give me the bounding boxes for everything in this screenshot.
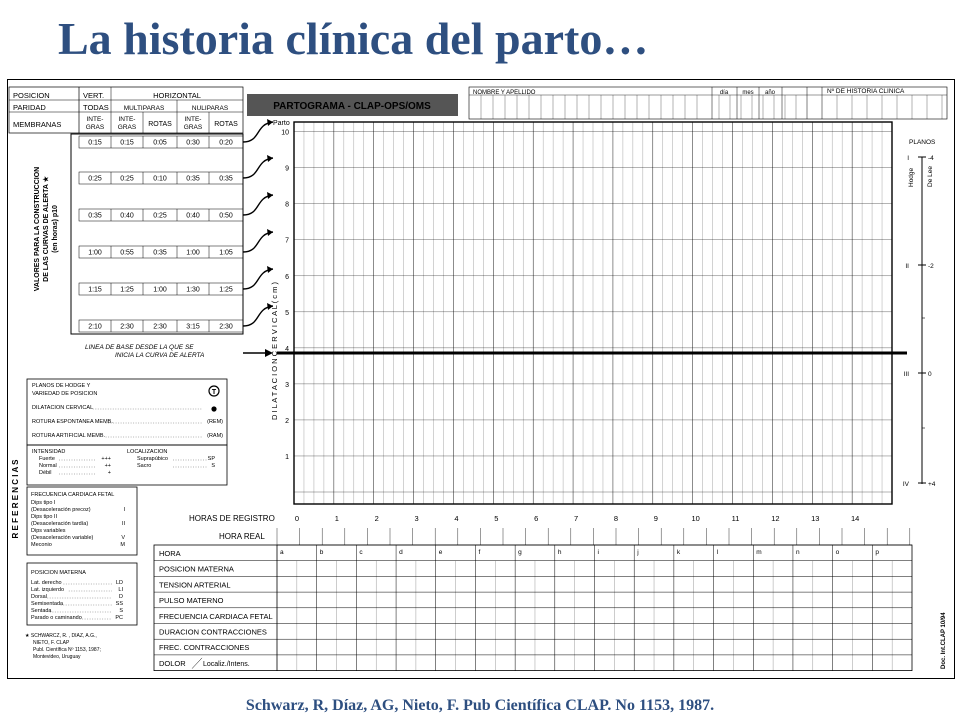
slide-title: La historia clínica del parto… xyxy=(58,13,649,64)
vitals-col-letter: l xyxy=(716,549,719,556)
ref-symbol-label: VARIEDAD DE POSICION xyxy=(32,391,98,397)
y-tick-label: 5 xyxy=(285,309,289,317)
pos-materna-code: SS xyxy=(115,601,123,607)
planos-roman: IV xyxy=(902,481,909,488)
membrane-col-label: INTE- xyxy=(118,116,136,123)
vitals-row-label: FRECUENCIA CARDIACA FETAL xyxy=(159,611,273,621)
hora-real-label: HORA REAL xyxy=(219,532,265,541)
intensidad-title: INTENSIDAD xyxy=(32,449,66,455)
membrane-col-label: INTE- xyxy=(86,116,104,123)
alert-value: 0:15 xyxy=(120,139,134,147)
vitals-col-letter: n xyxy=(795,549,800,556)
footnote-line: ★ SCHWARCZ, R. , DIAZ, A.G., xyxy=(25,633,97,639)
membrane-col-label: INTE- xyxy=(184,116,202,123)
alert-value: 0:35 xyxy=(88,212,102,220)
y-tick-label: 4 xyxy=(285,345,289,353)
x-tick-label: 2 xyxy=(374,514,379,523)
alert-value: 2:30 xyxy=(219,323,233,331)
vitals-row-label: FREC. CONTRACCIONES xyxy=(159,643,250,653)
alert-value: 0:25 xyxy=(153,212,167,220)
citation: Schwarz, R, Díaz, AG, Nieto, F. Pub Científica CLAP. No 1153, 1987. xyxy=(245,697,715,714)
footnote-line: Publ. Científica Nº 1153, 1987; xyxy=(33,647,101,653)
vitals-col-letter: g xyxy=(518,549,522,556)
vitals-col-letter: j xyxy=(637,549,639,556)
alert-value: 1:00 xyxy=(88,249,102,257)
pos-materna-code: LD xyxy=(115,580,123,586)
localizacion-code: S xyxy=(211,463,215,469)
col-label-todas: TODAS xyxy=(83,103,109,112)
alert-value: 0:30 xyxy=(186,139,200,147)
delee-label: De Lee xyxy=(927,166,934,187)
alert-value: 1:25 xyxy=(219,286,233,294)
alert-value: 0:10 xyxy=(153,175,167,183)
col-label-multiparas: MULTIPARAS xyxy=(123,105,165,112)
x-tick-label: 13 xyxy=(811,514,820,523)
vitals-row-label: DURACION CONTRACCIONES xyxy=(159,627,267,637)
row-label-paridad: PARIDAD xyxy=(13,103,46,112)
vitals-col-letter: m xyxy=(756,549,762,556)
parto-label: Parto xyxy=(273,120,290,127)
ref-symbol-label: ROTURA ARTIFICIAL MEMB. xyxy=(32,433,106,439)
alert-value: 1:25 xyxy=(120,286,134,294)
vitals-row-label: HORA xyxy=(159,549,181,558)
intensidad-item: Débil xyxy=(39,470,52,476)
alert-side-label: DE LAS CURVAS DE ALERTA ★ xyxy=(43,176,50,282)
col-label-horizontal: HORIZONTAL xyxy=(153,91,201,100)
planos-value: +4 xyxy=(928,481,936,488)
fcf-item: (Desaceleración variable) xyxy=(31,535,94,541)
intensidad-item: Normal xyxy=(39,463,57,469)
row-label-posicion: POSICION xyxy=(13,91,50,100)
field-label-mes: mes xyxy=(742,90,754,96)
fcf-code: I xyxy=(123,507,125,513)
vitals-col-letter: d xyxy=(399,549,403,556)
footnote-line: Montevideo, Uruguay xyxy=(33,654,81,660)
intensidad-item: Fuerte xyxy=(39,456,55,462)
vitals-col-letter: o xyxy=(835,549,840,556)
vitals-col-letter: h xyxy=(557,549,562,556)
alert-value: 2:30 xyxy=(153,323,167,331)
membrane-col-label: GRAS xyxy=(183,124,203,131)
planos-value: -2 xyxy=(928,263,934,270)
alert-value: 0:35 xyxy=(153,249,167,257)
y-tick-label: 9 xyxy=(285,165,289,173)
x-tick-label: 3 xyxy=(414,514,419,523)
x-tick-label: 8 xyxy=(613,514,619,523)
membrane-col-label: ROTAS xyxy=(214,121,238,128)
planos-value: -4 xyxy=(928,155,934,162)
vitals-row-label: POSICION MATERNA xyxy=(159,564,234,574)
alert-side-label: (en horas) p10 xyxy=(52,205,59,253)
alert-side-label: VALORES PARA LA CONSTRUCCION xyxy=(34,166,41,292)
alert-value: 0:55 xyxy=(120,249,134,257)
vitals-col-letter: e xyxy=(438,549,443,556)
ref-symbol-code: (REM) xyxy=(207,419,223,425)
dolor-sub-label: Localiz./Intens. xyxy=(203,660,250,668)
x-tick-label: 9 xyxy=(653,514,658,523)
x-tick-label: 14 xyxy=(850,514,860,523)
y-axis-label: D I L A T A C I O N C E R V I C A L ( c m ) xyxy=(270,282,279,420)
pos-materna-item: Semisentada xyxy=(31,601,64,607)
x-tick-label: 7 xyxy=(573,514,579,523)
partograma-form xyxy=(7,79,955,679)
ref-symbol-label: PLANOS DE HODGE Y xyxy=(32,383,91,389)
pos-materna-item: Dorsal xyxy=(31,594,47,600)
alert-value: 0:40 xyxy=(120,212,134,220)
dilatation-dot-icon xyxy=(211,406,216,411)
footnote-line: NIETO, F. CLAP xyxy=(33,640,70,646)
membrane-col-label: ROTAS xyxy=(148,121,172,128)
fcf-code: V xyxy=(121,535,125,541)
fcf-code: II xyxy=(121,521,125,527)
fcf-item: Dips tipo I xyxy=(31,500,56,506)
ref-symbol-label: DILATACION CERVICAL xyxy=(32,405,94,411)
row-label-membranas: MEMBRANAS xyxy=(13,120,62,129)
field-label-dia: día xyxy=(719,90,729,96)
x-tick-label: 4 xyxy=(454,514,459,523)
alert-value: 0:25 xyxy=(88,175,102,183)
alert-value: 0:15 xyxy=(88,139,102,147)
vitals-row-label: TENSION ARTERIAL xyxy=(159,580,231,590)
horas-registro-label: HORAS DE REGISTRO xyxy=(189,514,275,523)
pos-materna-item: Parado o caminando xyxy=(31,615,82,621)
vitals-col-letter: f xyxy=(478,549,481,556)
localizacion-item: Suprapúbico xyxy=(137,456,168,462)
membrane-col-label: GRAS xyxy=(85,124,105,131)
alert-value: 0:20 xyxy=(219,139,233,147)
hodge-label: Hodge xyxy=(908,167,915,187)
intensidad-code: ++ xyxy=(104,463,111,469)
pos-materna-title: POSICION MATERNA xyxy=(31,570,86,576)
alert-value: 0:35 xyxy=(219,175,233,183)
alert-value: 3:15 xyxy=(186,323,200,331)
planos-roman: II xyxy=(905,263,909,270)
y-tick-label: 6 xyxy=(285,273,289,281)
pos-materna-item: Lat. izquierdo xyxy=(31,587,65,593)
alert-value: 0:50 xyxy=(219,212,233,220)
alert-value: 2:10 xyxy=(88,323,102,331)
fcf-item: (Desaceleración precoz) xyxy=(31,507,91,513)
vitals-col-letter: k xyxy=(676,549,681,556)
x-tick-label: 11 xyxy=(731,514,740,523)
ref-symbol-label: ROTURA ESPONTANEA MEMB. xyxy=(32,419,113,425)
x-tick-label: 5 xyxy=(494,514,499,523)
fcf-code: M xyxy=(120,542,125,548)
alert-value: 1:00 xyxy=(186,249,200,257)
plane-symbol-letter: T xyxy=(211,389,217,396)
pos-materna-code: D xyxy=(119,594,123,600)
pos-materna-code: S xyxy=(119,608,123,614)
x-tick-label: 6 xyxy=(534,514,539,523)
alert-value: 0:05 xyxy=(153,139,167,147)
alert-value: 1:00 xyxy=(153,286,167,294)
localizacion-code: SP xyxy=(207,456,215,462)
pos-materna-item: Lat. derecho xyxy=(31,580,62,586)
y-tick-label: 3 xyxy=(285,381,289,389)
alert-value: 0:35 xyxy=(186,175,200,183)
planos-value: 0 xyxy=(928,371,932,378)
y-tick-label: 8 xyxy=(285,201,289,209)
membrane-col-label: GRAS xyxy=(117,124,137,131)
fcf-item: (Desaceleración tardía) xyxy=(31,521,89,527)
alert-value: 0:40 xyxy=(186,212,200,220)
vitals-col-letter: i xyxy=(597,549,599,556)
x-tick-label: 0 xyxy=(294,514,300,523)
vitals-col-letter: p xyxy=(875,549,879,556)
col-label-vert: VERT. xyxy=(83,91,105,100)
vitals-row-label: DOLOR xyxy=(159,658,186,668)
intensidad-code: + xyxy=(107,470,111,476)
x-tick-label: 10 xyxy=(691,514,700,523)
baseline-label: INICIA LA CURVA DE ALERTA xyxy=(115,352,205,359)
fcf-title: FRECUENCIA CARDIACA FETAL xyxy=(31,492,115,498)
alert-value: 0:25 xyxy=(120,175,134,183)
pos-materna-code: LI xyxy=(118,587,123,593)
form-title: PARTOGRAMA - CLAP-OPS/OMS xyxy=(273,101,431,112)
field-label-nombre: NOMBRE Y APELLIDO xyxy=(473,90,536,96)
alert-value: 1:30 xyxy=(186,286,200,294)
alert-value: 1:15 xyxy=(88,286,102,294)
ref-symbol-code: (RAM) xyxy=(207,433,223,439)
intensidad-code: +++ xyxy=(101,456,111,462)
y-tick-label: 10 xyxy=(281,129,289,137)
localizacion-item: Sacro xyxy=(137,463,152,469)
references-side-label: R E F E R E N C I A S xyxy=(11,459,20,539)
fcf-item: Dips variables xyxy=(31,528,66,534)
x-tick-label: 12 xyxy=(771,514,780,523)
baseline-label: LINEA DE BASE DESDE LA QUE SE xyxy=(85,344,194,351)
field-label-historia: Nº DE HISTORIA CLINICA xyxy=(827,88,905,95)
fcf-item: Meconio xyxy=(31,542,52,548)
y-tick-label: 1 xyxy=(285,453,289,461)
pos-materna-item: Sentada xyxy=(31,608,52,614)
doc-ref: Doc. Int.CLAP 10/94 xyxy=(941,612,947,669)
col-label-nuliparas: NULIPARAS xyxy=(191,105,229,112)
planos-label: PLANOS xyxy=(909,139,936,146)
y-tick-label: 2 xyxy=(285,417,289,425)
localizacion-title: LOCALIZACION xyxy=(127,449,168,455)
field-label-ano: año xyxy=(764,90,776,96)
fcf-item: Dips tipo II xyxy=(31,514,57,520)
alert-value: 2:30 xyxy=(120,323,134,331)
vitals-col-letter: b xyxy=(319,549,324,556)
vitals-row-label: PULSO MATERNO xyxy=(159,596,224,606)
alert-value: 1:05 xyxy=(219,249,233,257)
vitals-col-letter: c xyxy=(359,549,363,556)
x-tick-label: 1 xyxy=(334,514,339,523)
planos-roman: I xyxy=(907,155,909,162)
planos-roman: III xyxy=(903,371,909,378)
pos-materna-code: PC xyxy=(115,615,123,621)
y-tick-label: 7 xyxy=(285,237,289,245)
vitals-col-letter: a xyxy=(280,549,284,556)
